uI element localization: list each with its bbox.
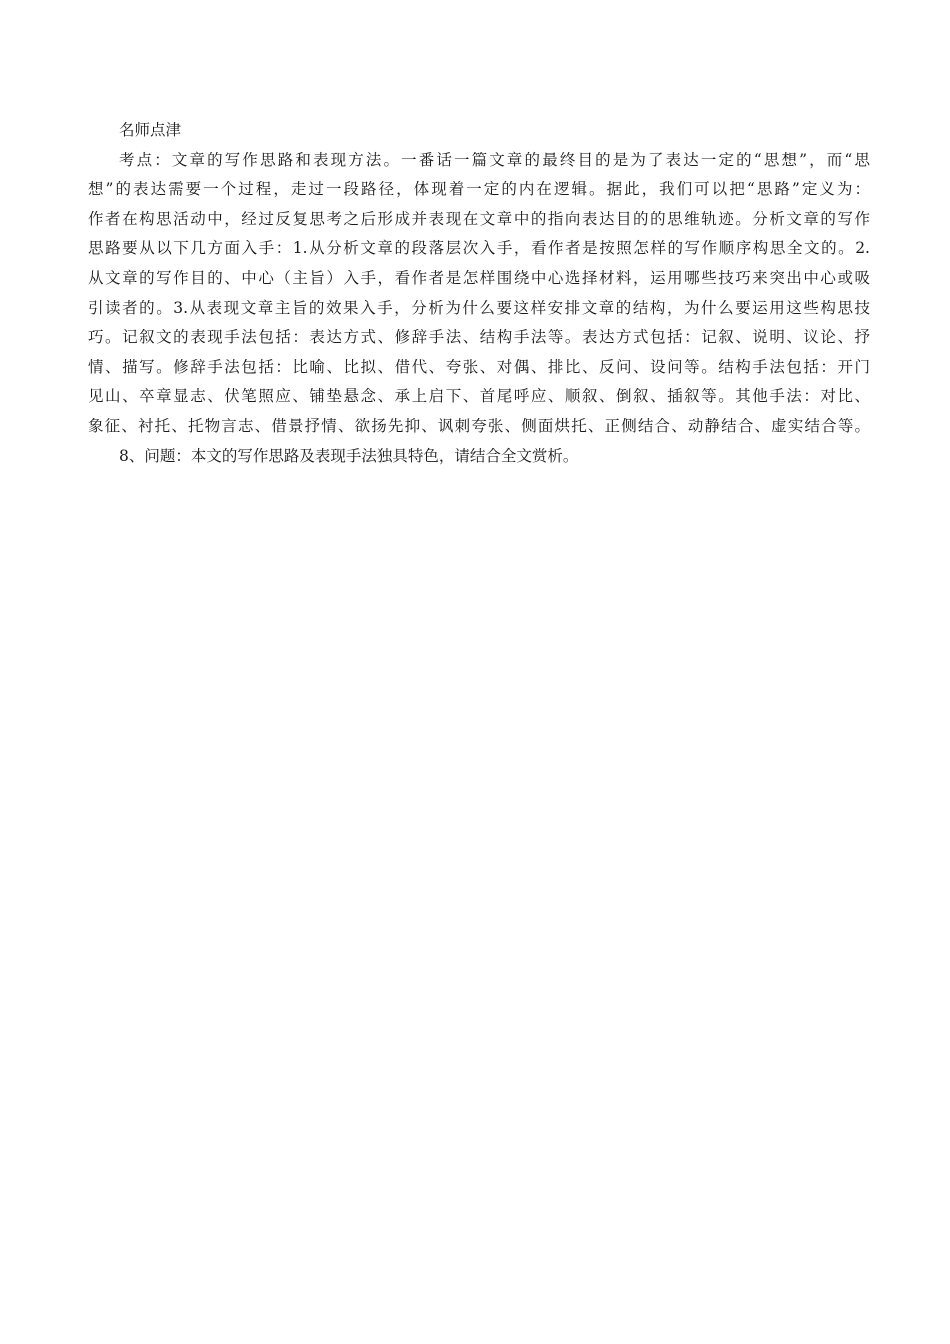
paragraph-line: 见山、卒章显志、伏笔照应、铺垫悬念、承上启下、首尾呼应、顺叙、倒叙、插叙等。其他手法：对比、: [88, 387, 870, 406]
paragraph-line: 作者在构思活动中，经过反复思考之后形成并表现在文章中的指向表达目的的思维轨迹。分析文章的写作: [88, 209, 870, 228]
paragraph-line: 考点：文章的写作思路和表现方法。一番话一篇文章的最终目的是为了表达一定的“思想”，而“思: [119, 150, 870, 169]
paragraph-line: 象征、衬托、托物言志、借景抒情、欲扬先抑、讽刺夸张、侧面烘托、正侧结合、动静结合、虚实结合等。: [88, 416, 870, 435]
paragraph-line: 情、描写。修辞手法包括：比喻、比拟、借代、夸张、对偶、排比、反问、设问等。结构手法包括：开门: [88, 357, 870, 376]
section-heading: 名师点津: [119, 121, 182, 139]
paragraph-line: 引读者的。3.从表现文章主旨的效果入手，分析为什么要这样安排文章的结构，为什么要运用这些构思技: [88, 298, 870, 317]
document-page: [88, 116, 870, 471]
paragraph-line: 巧。记叙文的表现手法包括：表达方式、修辞手法、结构手法等。表达方式包括：记叙、说明、议论、抒: [88, 328, 870, 347]
paragraph-line: 从文章的写作目的、中心（主旨）入手，看作者是怎样围绕中心选择材料，运用哪些技巧来突出中心或吸: [88, 268, 870, 287]
paragraph-line: 想”的表达需要一个过程，走过一段路径，体现着一定的内在逻辑。据此，我们可以把“思路”定义为：: [88, 180, 870, 199]
paragraph-line: 思路要从以下几方面入手：1.从分析文章的段落层次入手，看作者是按照怎样的写作顺序构思全文的。2.: [88, 239, 870, 258]
question-text: 8、问题：本文的写作思路及表现手法独具特色，请结合全文赏析。: [119, 446, 579, 465]
